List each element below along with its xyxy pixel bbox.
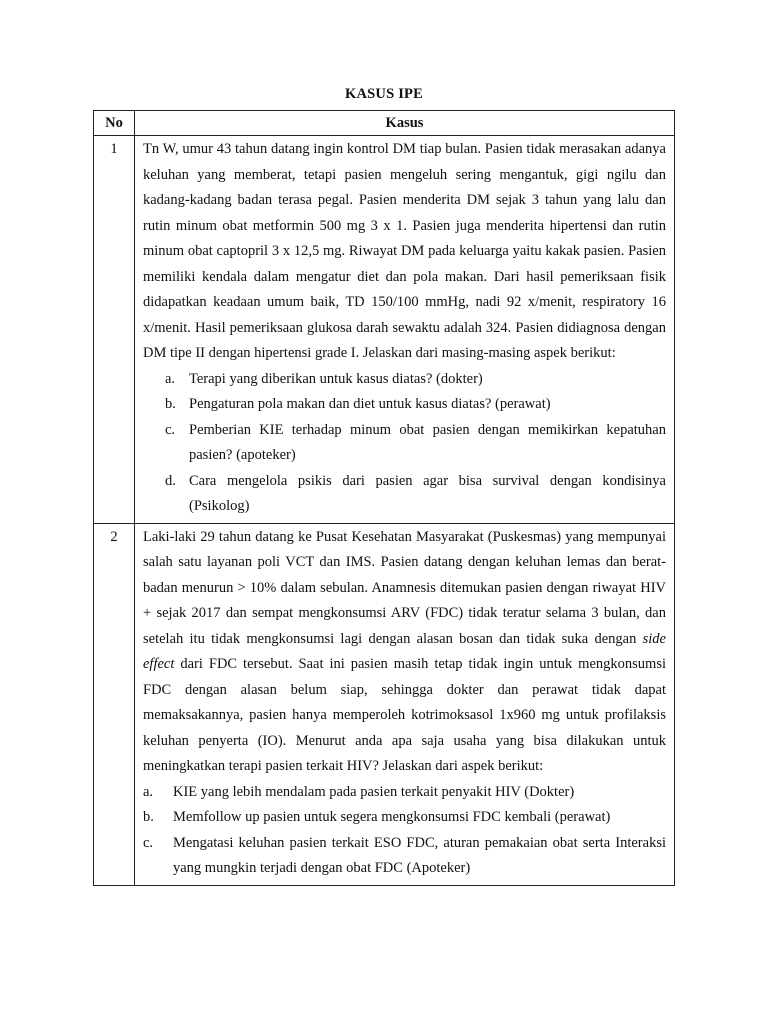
list-item-text: Mengatasi keluhan pasien terkait ESO FDC, aturan pemakaian obat serta Interaksi yang mungkin terjadi dengan obat FDC (Apoteker) xyxy=(173,834,666,876)
case-paragraph xyxy=(143,525,666,780)
table-row xyxy=(94,136,675,524)
list-item-marker: c. xyxy=(165,421,176,438)
case-question-list xyxy=(143,367,666,520)
case-number: 1 xyxy=(94,136,135,524)
case-paragraph: Tn W, umur 43 tahun datang ingin kontrol DM tiap bulan. Pasien tidak merasakan adanya keluhan yang memberat, tetapi pasien mengeluh sering mengantuk, gigi ngilu dan kadang-kadang badan terasa pegal. Pasien menderita DM sejak 3 tahun yang lalu dan rutin minum obat metformin 500 mg 3 x 1. Pasien juga menderita hipertensi dan rutin minum obat captopril 3 x 12,5 mg. Riwayat DM pada keluarga yaitu kakak pasien. Pasien memiliki kendala dalam mengatur diet dan pola makan. Dari hasil pemeriksaan fisik didapatkan keadaan umum baik, TD 150/100 mmHg, nadi 92 x/menit, respiratory 16 x/menit. Hasil pemeriksaan glukosa darah sewaktu adalah 324. Pasien didiagnosa dengan DM tipe II dengan hipertensi grade I. Jelaskan dari masing-masing aspek berikut: xyxy=(143,141,666,361)
column-header-kasus: Kasus xyxy=(135,111,675,136)
table-header-row xyxy=(94,111,675,136)
list-item-marker: b. xyxy=(143,809,154,825)
case-paragraph-part: Laki-laki 29 tahun datang ke Pusat Kesehatan Masyarakat (Puskesmas) yang mempunyai salah satu layanan poli VCT dan IMS. Pasien datang dengan keluhan lemas dan berat-badan menurun > 10% dalam sebulan. Anamnesis ditemukan pasien dengan riwayat HIV + sejak 2017 dan sempat mengkonsumsi ARV (FDC) tidak teratur selama 3 bulan, dan setelah itu tidak mengkonsumsi lagi dengan alasan bosan dan tidak suka dengan xyxy=(143,528,666,647)
column-header-no: No xyxy=(94,111,135,136)
case-number: 2 xyxy=(94,523,135,885)
list-item-text: Terapi yang diberikan untuk kasus diatas? (dokter) xyxy=(189,370,483,387)
table-row xyxy=(94,523,675,885)
list-item-marker: b. xyxy=(165,396,176,412)
list-item-text: KIE yang lebih mendalam pada pasien terkait penyakit HIV (Dokter) xyxy=(173,783,575,800)
list-item-text: Pemberian KIE terhadap minum obat pasien dengan memikirkan kepatuhan pasien? (apoteker) xyxy=(189,421,666,463)
list-item-text: Pengaturan pola makan dan diet untuk kasus diatas? (perawat) xyxy=(189,396,551,412)
list-item xyxy=(143,392,666,418)
case-paragraph-italic: side effect xyxy=(143,630,666,672)
list-item xyxy=(143,805,666,831)
case-table xyxy=(93,110,675,886)
list-item-marker: d. xyxy=(165,472,176,489)
list-item-text: Cara mengelola psikis dari pasien agar bisa survival dengan kondisinya (Psikolog) xyxy=(189,472,666,514)
list-item xyxy=(143,367,666,393)
list-item-marker: c. xyxy=(143,834,154,851)
case-description xyxy=(135,523,675,885)
list-item xyxy=(143,831,666,882)
list-item-marker: a. xyxy=(143,783,154,800)
case-question-list xyxy=(143,780,666,882)
list-item xyxy=(143,418,666,469)
document-title: KASUS IPE xyxy=(345,86,423,102)
list-item xyxy=(143,469,666,520)
case-paragraph-part: dari FDC tersebut. Saat ini pasien masih tetap tidak ingin untuk mengkonsumsi FDC dengan alasan belum siap, sehingga dokter dan perawat tidak dapat memaksakannya, pasien hanya memperoleh kotrimoksasol 1x960 mg untuk profilaksis keluhan penyerta (IO). Menurut anda apa saja usaha yang bisa dilakukan untuk meningkatkan terapi pasien terkait HIV? Jelaskan dari aspek berikut: xyxy=(143,656,666,774)
list-item-text: Memfollow up pasien untuk segera mengkonsumsi FDC kembali (perawat) xyxy=(173,809,611,825)
case-description xyxy=(135,136,675,524)
list-item xyxy=(143,780,666,806)
list-item-marker: a. xyxy=(165,370,176,387)
